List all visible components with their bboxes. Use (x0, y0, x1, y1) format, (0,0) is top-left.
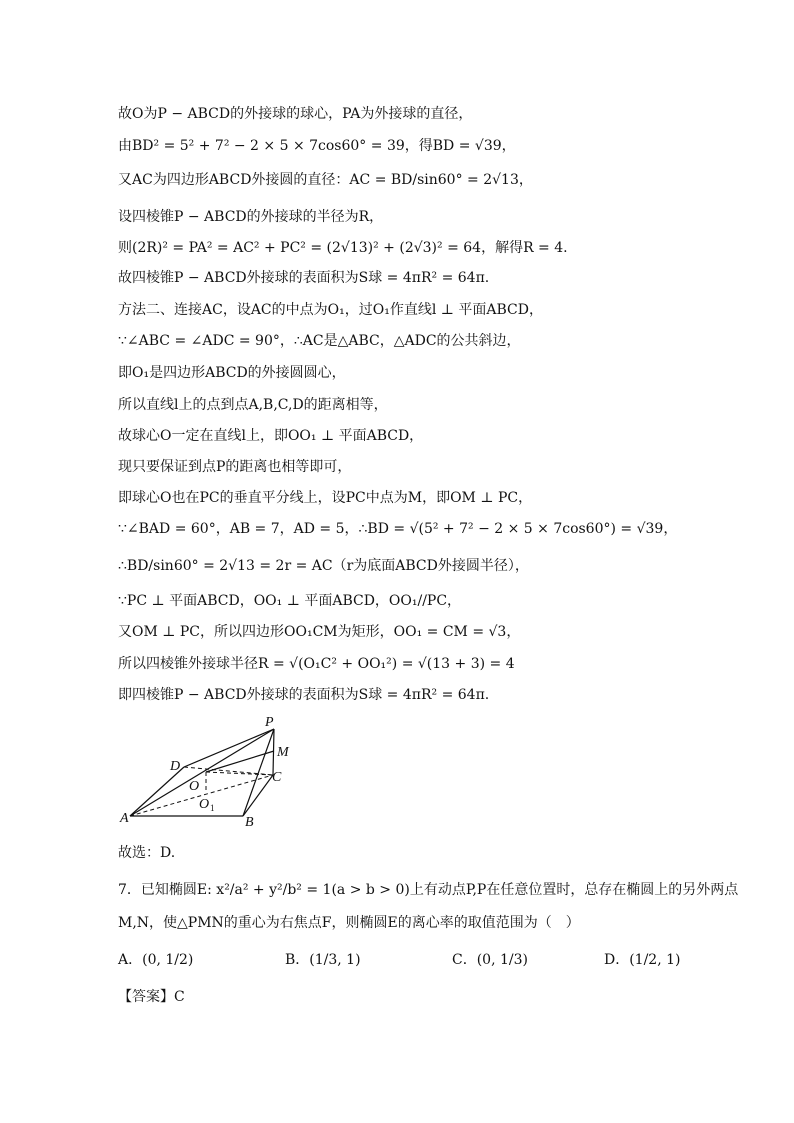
label-A: A (120, 811, 129, 826)
solution-line-15: ∴BD/sin60° = 2√13 = 2r = AC（r为底面ABCD外接圆半径）， (118, 558, 529, 574)
option-c: C．(0, 1/3) (452, 952, 528, 968)
solution-line-5: 则(2R)² = PA² = AC² + PC² = (2√13)² + (2√3)² = 64，解得R = 4. (118, 240, 568, 256)
solution-line-6: 故四棱锥P − ABCD外接球的表面积为S球 = 4πR² = 64π. (118, 270, 490, 286)
segment-OM (206, 751, 274, 772)
edge-BC (243, 775, 273, 816)
label-D: D (170, 759, 181, 774)
edge-DP (184, 729, 274, 767)
solution-line-12: 现只要保证到点P的距离也相等即可， (118, 459, 352, 475)
solution-line-16: ∵PC ⊥ 平面ABCD，OO₁ ⊥ 平面ABCD，OO₁//PC， (118, 593, 462, 609)
solution-line-10: 所以直线l上的点到点A,B,C,D的距离相等， (118, 397, 388, 413)
solution-line-18: 所以四棱锥外接球半径R = √(O₁C² + OO₁²) = √(13 + 3) = 4 (118, 656, 515, 672)
question-line-1: 7．已知椭圆E: x²/a² + y²/b² = 1(a > b > 0)上有动点P,P在任意位置时，总存在椭圆上的另外两点 (118, 882, 739, 898)
label-O1-subscript: 1 (210, 803, 215, 813)
edge-AD (130, 767, 184, 816)
option-d: D．(1/2, 1) (604, 952, 681, 968)
solution-line-9: 即O₁是四边形ABCD的外接圆圆心， (118, 365, 346, 381)
solution-line-2: 由BD² = 5² + 7² − 2 × 5 × 7cos60° = 39，得BD = √39， (118, 138, 516, 154)
option-b: B．(1/3, 1) (285, 952, 361, 968)
solution-line-1: 故O为P − ABCD的外接球的球心，PA为外接球的直径， (118, 106, 473, 122)
choice-line: 故选：D. (118, 845, 176, 861)
solution-line-11: 故球心O一定在直线l上，即OO₁ ⊥ 平面ABCD， (118, 428, 424, 444)
pyramid-figure (118, 712, 308, 834)
method-two-line: 方法二、连接AC，设AC的中点为O₁，过O₁作直线l ⊥ 平面ABCD， (118, 302, 543, 318)
label-M: M (277, 745, 289, 760)
answer-line: 【答案】C (118, 989, 185, 1005)
solution-line-3: 又AC为四边形ABCD外接圆的直径：AC = BD/sin60° = 2√13， (118, 172, 533, 188)
solution-line-4: 设四棱锥P − ABCD的外接球的半径为R， (118, 209, 384, 225)
solution-line-17: 又OM ⊥ PC，所以四边形OO₁CM为矩形，OO₁ = CM = √3， (118, 624, 521, 640)
edge-PC (273, 729, 274, 775)
label-O: O (189, 779, 200, 794)
label-C: C (272, 770, 282, 785)
label-O1: O (199, 797, 210, 812)
solution-line-19: 即四棱锥P − ABCD外接球的表面积为S球 = 4πR² = 64π. (118, 687, 490, 703)
segment-OC (206, 772, 273, 775)
label-B: B (245, 815, 254, 830)
option-a: A．(0, 1/2) (118, 952, 194, 968)
question-line-2: M,N，使△PMN的重心为右焦点F，则椭圆E的离心率的取值范围为（ ） (118, 915, 580, 931)
label-P: P (265, 715, 274, 730)
solution-line-13: 即球心O也在PC的垂直平分线上，设PC中点为M，即OM ⊥ PC， (118, 490, 533, 506)
solution-line-14: ∵∠BAD = 60°，AB = 7，AD = 5，∴BD = √(5² + 7² − 2 × 5 × 7cos60°) = √39， (118, 521, 678, 537)
solution-line-8: ∵∠ABC = ∠ADC = 90°，∴AC是△ABC，△ADC的公共斜边， (118, 333, 521, 349)
